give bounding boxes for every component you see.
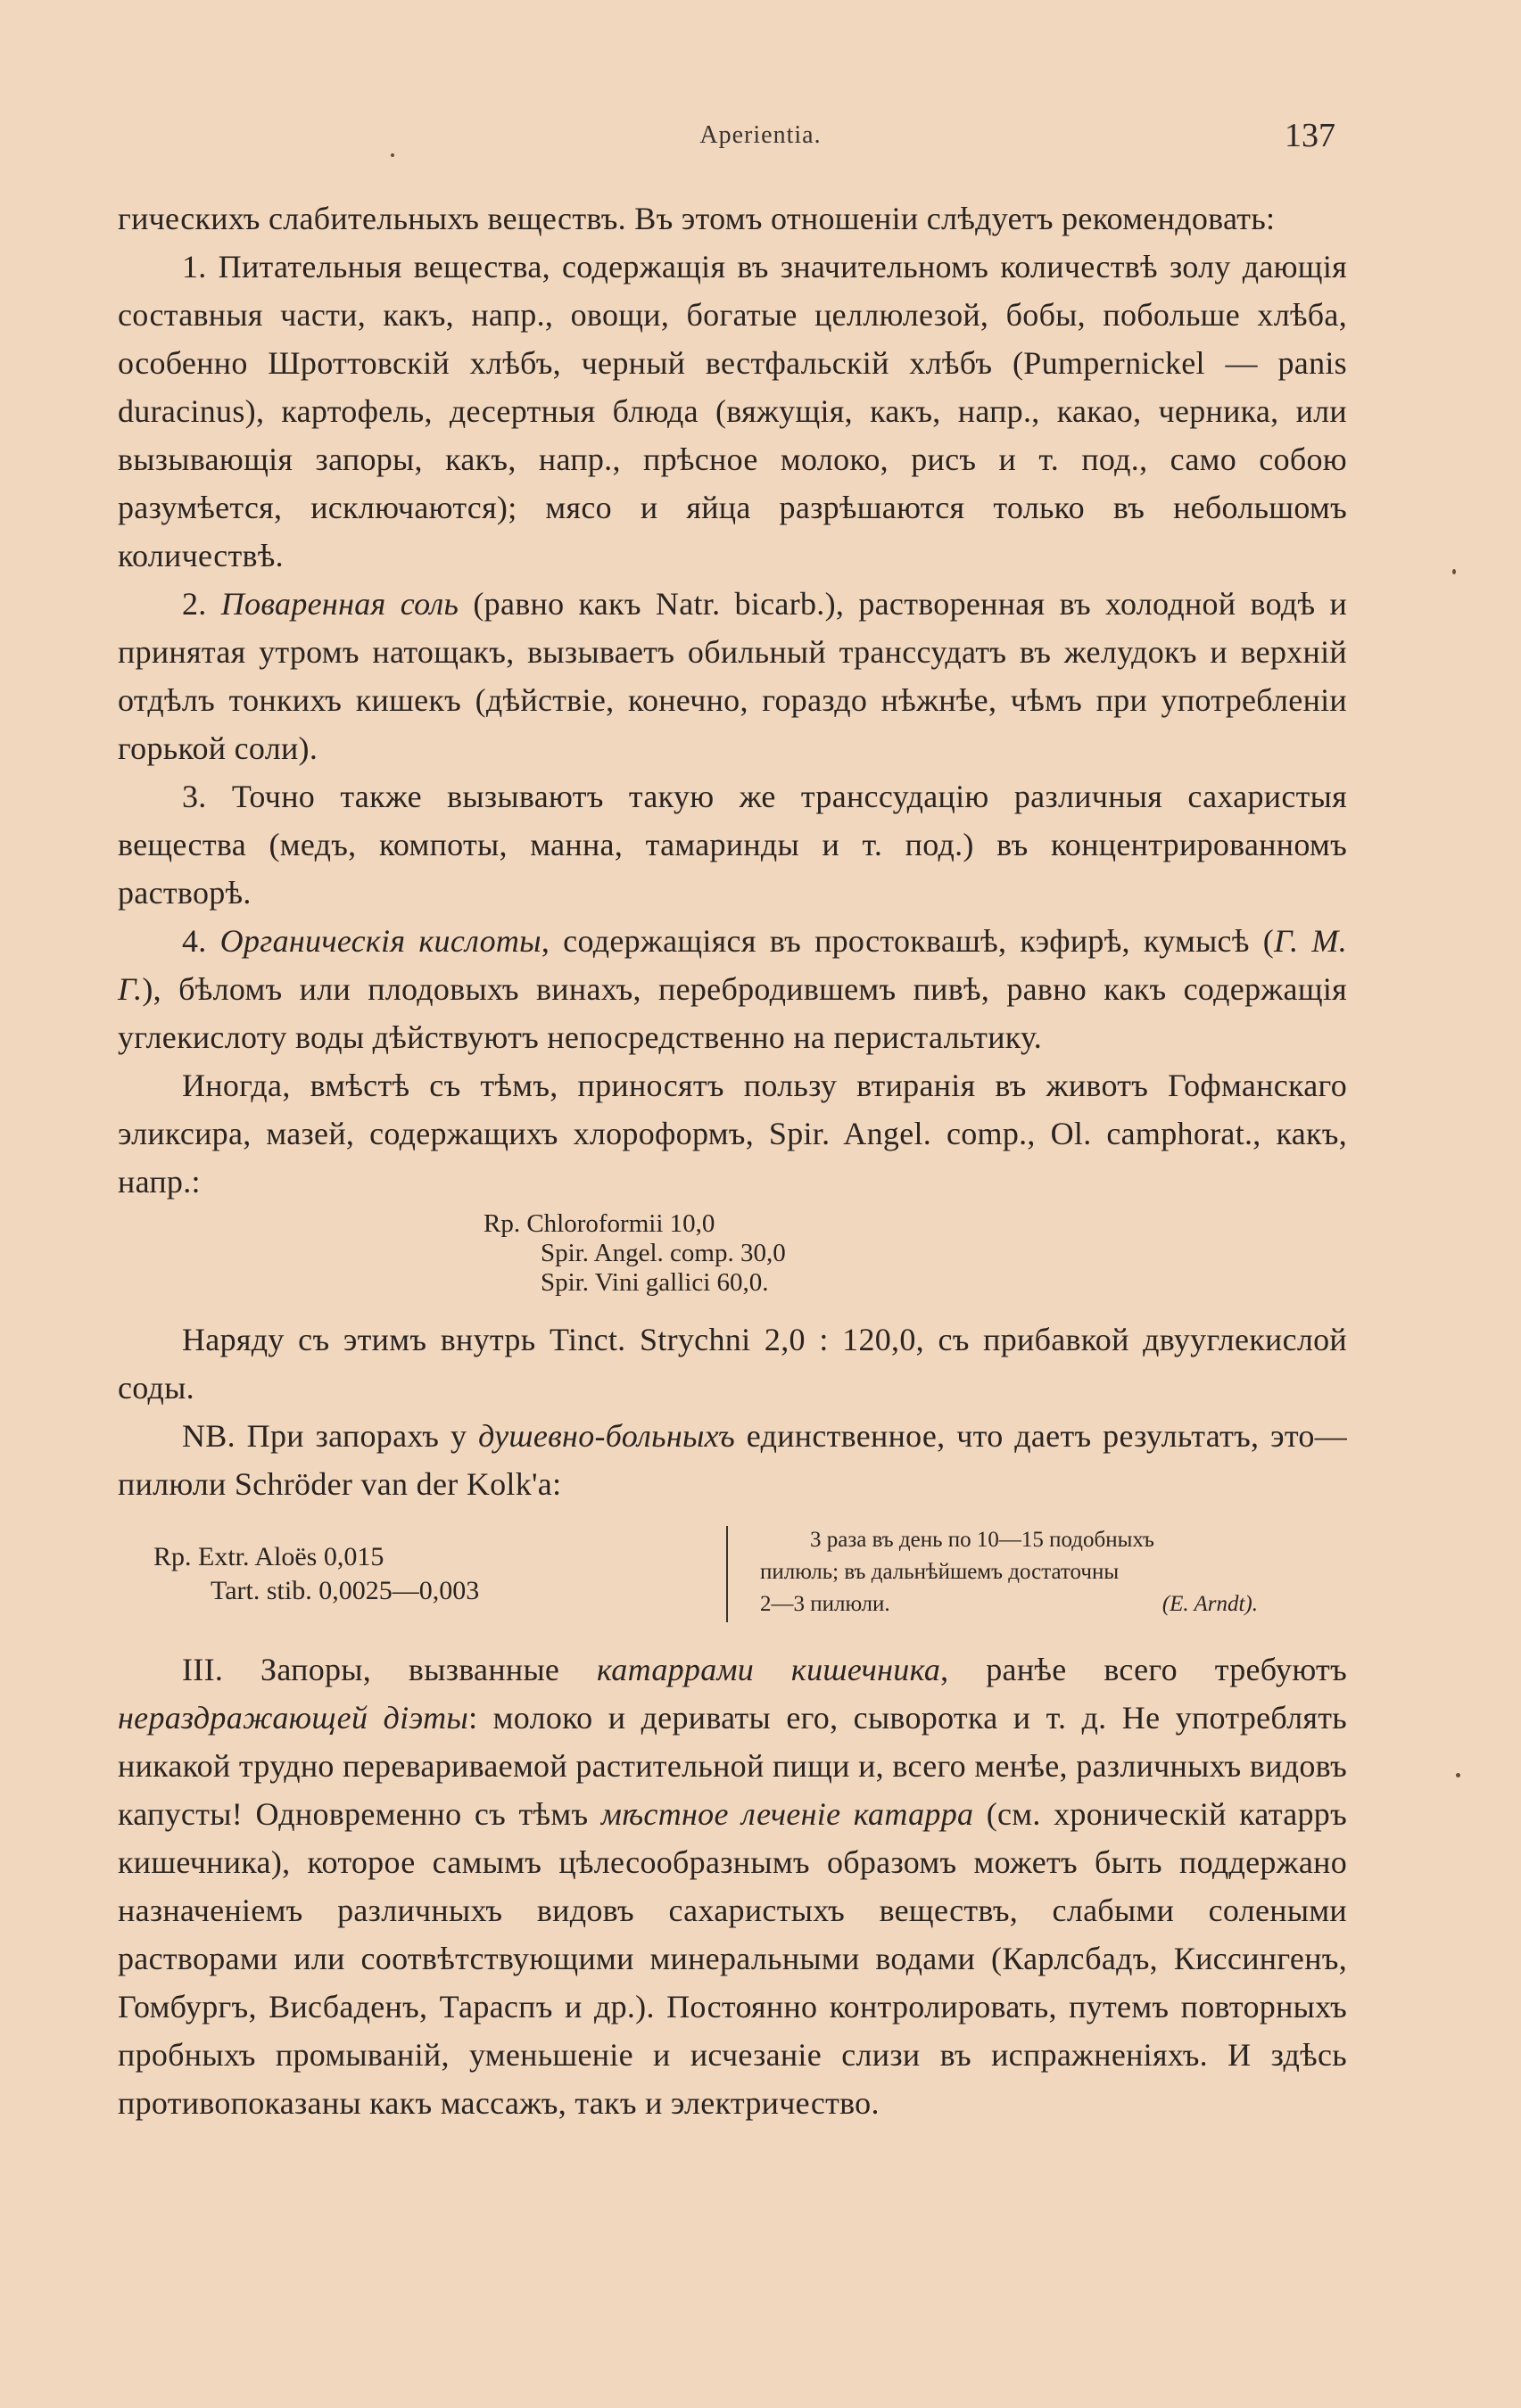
italic-term: Г. М. Г. <box>118 923 1348 1007</box>
text-run: Иногда, вмѣстѣ съ тѣмъ, приносятъ пользу втиранія въ животъ Гофманскаго эликсира, мазей, содержащихъ хлороформъ, Spir. Angel. comp., Ol. camphorat., какъ, напр.: <box>118 1068 1347 1200</box>
italic-term: катаррами кишечника <box>597 1652 941 1687</box>
running-title: Aperientia. <box>699 121 822 149</box>
recipe-pills-formula <box>153 1540 479 1608</box>
paper-spot <box>1456 1773 1460 1777</box>
italic-term: Органическія кислоты <box>219 923 541 959</box>
text-run: Наряду съ этимъ внутрь Tinct. Strychni 2,0 : 120,0, съ прибавкой двууглекислой соды. <box>118 1322 1347 1406</box>
italic-term: Поваренная соль <box>220 586 459 622</box>
brace-divider <box>726 1526 737 1622</box>
dosage-line: 2—3 пилюли. <box>760 1592 890 1616</box>
dosage-line: пилюль; въ дальнѣйшемъ достаточны <box>760 1560 1120 1584</box>
dosage-last-line <box>760 1588 1347 1620</box>
paper-spot <box>391 153 394 157</box>
recipe-line: Spir. Vini gallici 60,0. <box>541 1268 769 1297</box>
recipe-line: Rp. Chloroformii 10,0 <box>484 1209 715 1238</box>
text-run: , содержащіяся въ простоквашѣ, кэфирѣ, кумысѣ ( <box>541 923 1275 959</box>
text-run: 4. <box>182 923 220 959</box>
body-text <box>118 194 1347 2127</box>
dosage-line: 3 раза въ день по 10—15 подобныхъ <box>810 1528 1154 1552</box>
text-run: (равно какъ Natr. bicarb.), растворенная въ холодной водѣ и принятая утромъ натощакъ, вызываетъ обильный транссудатъ въ желудокъ и верхній отдѣлъ тонкихъ кишекъ (дѣйствіе, конечно, гораздо нѣжнѣе, чѣмъ при употребленіи горькой соли). <box>118 586 1348 766</box>
text-run: (см. хроническій катарръ кишечника), которое самымъ цѣлесообразнымъ образомъ можетъ быть поддержано назначеніемъ различныхъ видовъ сахаристыхъ веществъ, слабыми солеными растворами или соотвѣтствующими минеральными водами (Карлсбадъ, Киссингенъ, Гомбургъ, Висбаденъ, Тараспъ и др.). Постоянно контролировать, путемъ повторныхъ пробныхъ промываній, уменьшеніе и исчезаніе слизи въ испражненіяхъ. И здѣсь противопоказаны какъ массажъ, такъ и электричество. <box>118 1796 1347 2121</box>
paragraph-group-1 <box>118 194 1347 1206</box>
paragraph <box>118 1412 1347 1508</box>
text-run: единственное, что даетъ результатъ, это—пилюли Schröder van der Kolk'a: <box>118 1418 1348 1502</box>
recipe-line: Tart. stib. 0,0025—0,003 <box>211 1576 480 1605</box>
text-run: , ранѣе всего требуютъ <box>940 1652 1347 1687</box>
paragraph <box>118 1061 1347 1206</box>
text-run: NB. При запорахъ у <box>182 1418 479 1454</box>
paragraph-group-2 <box>118 1315 1347 1508</box>
paper-spot <box>1452 569 1456 574</box>
paragraph <box>118 1315 1347 1412</box>
text-run: 2. <box>182 586 221 622</box>
text-run: ), бѣломъ или плодовыхъ винахъ, перебродившемъ пивѣ, равно какъ содержащія углекислоту воды дѣйствуютъ непосредственно на перистальтику. <box>118 971 1347 1055</box>
text-run: 1. Питательныя вещества, содержащія въ значительномъ количествѣ золу дающія составныя части, какъ, напр., овощи, богатые целлюлезой, бобы, побольше хлѣба, особенно Шроттовскій хлѣбъ, черный вестфальскій хлѣбъ (Pumpernickel — panis duracinus), картофель, десертныя блюда (вяжущія, какъ, напр., какао, черника, или вызывающія запоры, какъ, напр., прѣсное молоко, рисъ и т. под., само собою разумѣется, исключаются); мясо и яйца разрѣшаются только въ небольшомъ количествѣ. <box>118 249 1347 573</box>
paragraph <box>118 580 1347 772</box>
recipe-line: Rp. Extr. Aloës 0,015 <box>153 1542 384 1571</box>
text-run: III. Запоры, вызванные <box>182 1652 598 1687</box>
text-run: : молоко и дериваты его, сыворотка и т. д. Не употреблять никакой трудно перевариваемой растительной пищи и, всего менѣе, различныхъ видовъ капусты! Одновременно съ тѣмъ <box>118 1700 1347 1832</box>
dosage-author: (E. Arndt). <box>1161 1592 1258 1616</box>
page-number: 137 <box>1285 117 1335 154</box>
recipe-pills <box>118 1521 1347 1637</box>
text-run: гическихъ слабительныхъ веществъ. Въ этомъ отношеніи слѣдуетъ рекомендовать: <box>118 201 1276 236</box>
paragraph <box>118 243 1347 580</box>
paragraph <box>118 194 1347 243</box>
recipe-chloroform <box>484 1209 1347 1298</box>
text-run: 3. Точно также вызываютъ такую же транссудацію различныя сахаристыя вещества (медъ, компоты, манна, тамаринды и т. под.) въ концентрированномъ растворѣ. <box>118 779 1347 911</box>
paragraph <box>118 1645 1347 2127</box>
italic-term: душевно-больныхъ <box>478 1418 736 1454</box>
paragraph <box>118 917 1347 1061</box>
recipe-pills-dosage <box>760 1524 1347 1620</box>
paragraph <box>118 772 1347 917</box>
italic-term: нераздражающей діэты <box>118 1700 469 1736</box>
paragraph-group-3 <box>118 1645 1347 2127</box>
italic-term: мѣстное леченіе катарра <box>600 1796 974 1832</box>
recipe-line: Spir. Angel. comp. 30,0 <box>541 1239 786 1267</box>
